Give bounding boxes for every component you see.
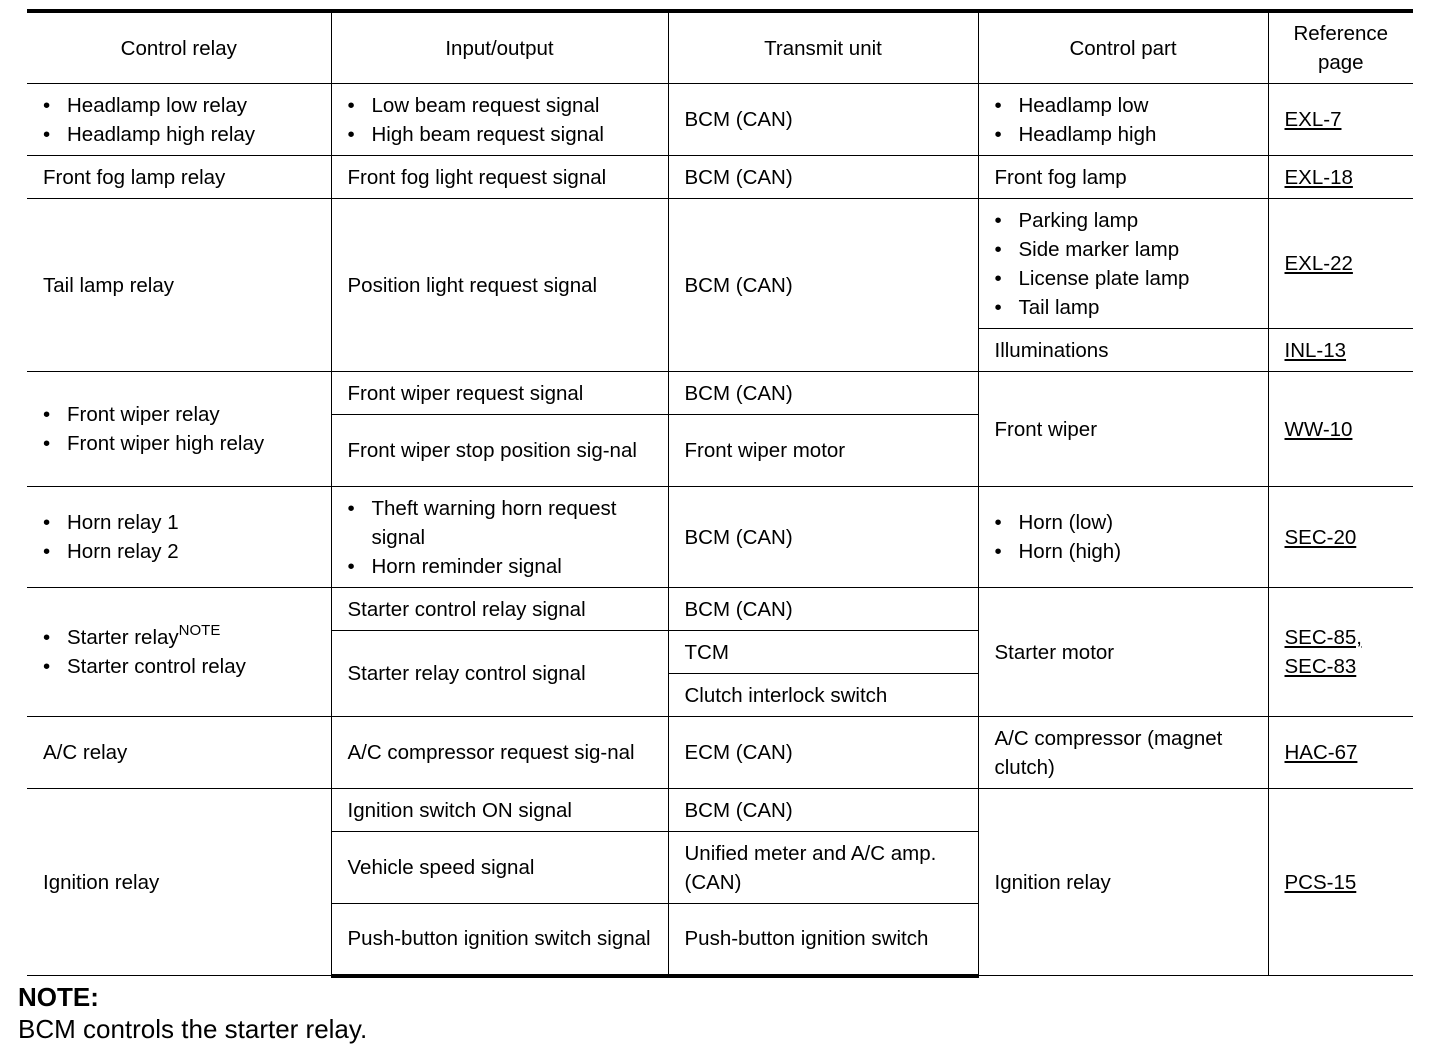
cell-input-output: Starter control relay signal	[331, 588, 668, 631]
list-item: • Horn (low)	[995, 508, 1260, 537]
cell-transmit-unit: BCM (CAN)	[668, 372, 978, 415]
reference-link[interactable]: INL-13	[1284, 338, 1347, 362]
cell-reference-page	[1268, 329, 1413, 372]
cell-control-part	[978, 199, 1268, 329]
list-item: • Front wiper relay	[43, 400, 323, 429]
cell-control-part: Ignition relay	[978, 789, 1268, 976]
cell-reference-page	[1268, 199, 1413, 329]
table-header-row	[27, 11, 1413, 84]
cell-reference-page	[1268, 588, 1413, 717]
cell-control-part: Illuminations	[978, 329, 1268, 372]
reference-link[interactable]: SEC-20	[1284, 525, 1357, 549]
cell-transmit-unit: TCM	[668, 631, 978, 674]
reference-link[interactable]: SEC-85,	[1284, 626, 1362, 649]
list-item: • Headlamp high	[995, 120, 1260, 149]
list-item: • Side marker lamp	[995, 235, 1260, 264]
header-input-output: Input/output	[331, 11, 668, 84]
cell-control-relay: Ignition relay	[27, 789, 331, 976]
cell-reference-page	[1268, 717, 1413, 789]
cell-transmit-unit: BCM (CAN)	[668, 199, 978, 372]
list-item: • High beam request signal	[348, 120, 660, 149]
reference-link[interactable]: PCS-15	[1284, 870, 1357, 894]
table-row-ignition	[27, 789, 1413, 832]
cell-control-relay	[27, 84, 331, 156]
cell-input-output: Front wiper stop position sig-nal	[331, 415, 668, 487]
cell-transmit-unit: BCM (CAN)	[668, 588, 978, 631]
note-text: BCM controls the starter relay.	[18, 1014, 368, 1044]
cell-reference-page	[1268, 789, 1413, 976]
cell-transmit-unit: Front wiper motor	[668, 415, 978, 487]
cell-input-output: Ignition switch ON signal	[331, 789, 668, 832]
list-item	[43, 623, 323, 652]
list-item: • Theft warning horn request signal	[348, 494, 660, 552]
list-item: • Starter control relay	[43, 652, 323, 681]
cell-control-relay	[27, 372, 331, 487]
reference-link[interactable]: EXL-18	[1284, 165, 1353, 189]
list-item: • Headlamp high relay	[43, 120, 323, 149]
table-row-horn	[27, 487, 1413, 588]
list-item: • License plate lamp	[995, 264, 1260, 293]
cell-control-part: Front fog lamp	[978, 156, 1268, 199]
reference-link[interactable]: HAC-67	[1284, 741, 1358, 764]
cell-control-relay	[27, 487, 331, 588]
table-row-wiper	[27, 372, 1413, 415]
table-row-tail	[27, 199, 1413, 329]
cell-input-output	[331, 487, 668, 588]
list-item: • Front wiper high relay	[43, 429, 323, 458]
note-heading: NOTE:	[18, 982, 99, 1012]
list-item: • Headlamp low relay	[43, 91, 323, 120]
cell-control-part: Starter motor	[978, 588, 1268, 717]
starter-relay-label: Starter relay	[67, 626, 179, 649]
cell-control-relay	[27, 588, 331, 717]
cell-control-part: A/C compressor (magnet clutch)	[978, 717, 1268, 789]
reference-link[interactable]: WW-10	[1284, 417, 1353, 441]
cell-input-output: Starter relay control signal	[331, 631, 668, 717]
reference-link[interactable]: EXL-7	[1284, 108, 1342, 131]
list-item: • Parking lamp	[995, 206, 1260, 235]
cell-transmit-unit: Push-button ignition switch	[668, 904, 978, 976]
cell-input-output: Vehicle speed signal	[331, 832, 668, 904]
cell-reference-page	[1268, 487, 1413, 588]
reference-link[interactable]: SEC-83	[1284, 655, 1357, 678]
list-item: • Low beam request signal	[348, 91, 660, 120]
header-control-relay: Control relay	[27, 11, 331, 84]
list-item: • Horn relay 1	[43, 508, 323, 537]
cell-input-output: Front wiper request signal	[331, 372, 668, 415]
cell-reference-page	[1268, 372, 1413, 487]
note-section	[18, 981, 367, 1045]
cell-transmit-unit: BCM (CAN)	[668, 487, 978, 588]
cell-transmit-unit: Unified meter and A/C amp. (CAN)	[668, 832, 978, 904]
cell-transmit-unit: BCM (CAN)	[668, 789, 978, 832]
cell-input-output: Front fog light request signal	[331, 156, 668, 199]
list-item: • Horn (high)	[995, 537, 1260, 566]
table-row-starter	[27, 588, 1413, 631]
cell-transmit-unit: BCM (CAN)	[668, 156, 978, 199]
cell-input-output	[331, 84, 668, 156]
cell-input-output: Push-button ignition switch signal	[331, 904, 668, 976]
cell-control-part	[978, 84, 1268, 156]
reference-link[interactable]: EXL-22	[1284, 252, 1353, 275]
cell-transmit-unit: ECM (CAN)	[668, 717, 978, 789]
cell-transmit-unit: BCM (CAN)	[668, 84, 978, 156]
table-row-fog	[27, 156, 1413, 199]
cell-reference-page	[1268, 156, 1413, 199]
cell-reference-page	[1268, 84, 1413, 156]
table-row-ac	[27, 717, 1413, 789]
cell-control-relay: A/C relay	[27, 717, 331, 789]
cell-control-relay: Front fog lamp relay	[27, 156, 331, 199]
list-item: • Horn relay 2	[43, 537, 323, 566]
cell-control-relay: Tail lamp relay	[27, 199, 331, 372]
cell-control-part: Front wiper	[978, 372, 1268, 487]
header-reference-page: Reference page	[1268, 11, 1413, 84]
relay-control-table	[27, 9, 1413, 978]
cell-transmit-unit: Clutch interlock switch	[668, 674, 978, 717]
list-item: • Horn reminder signal	[348, 552, 660, 581]
list-item: • Tail lamp	[995, 293, 1260, 322]
list-item: • Headlamp low	[995, 91, 1260, 120]
header-transmit-unit: Transmit unit	[668, 11, 978, 84]
note-superscript: NOTE	[178, 622, 221, 639]
cell-input-output: A/C compressor request sig-nal	[331, 717, 668, 789]
cell-input-output: Position light request signal	[331, 199, 668, 372]
table-row-headlamp	[27, 84, 1413, 156]
cell-control-part	[978, 487, 1268, 588]
header-control-part: Control part	[978, 11, 1268, 84]
